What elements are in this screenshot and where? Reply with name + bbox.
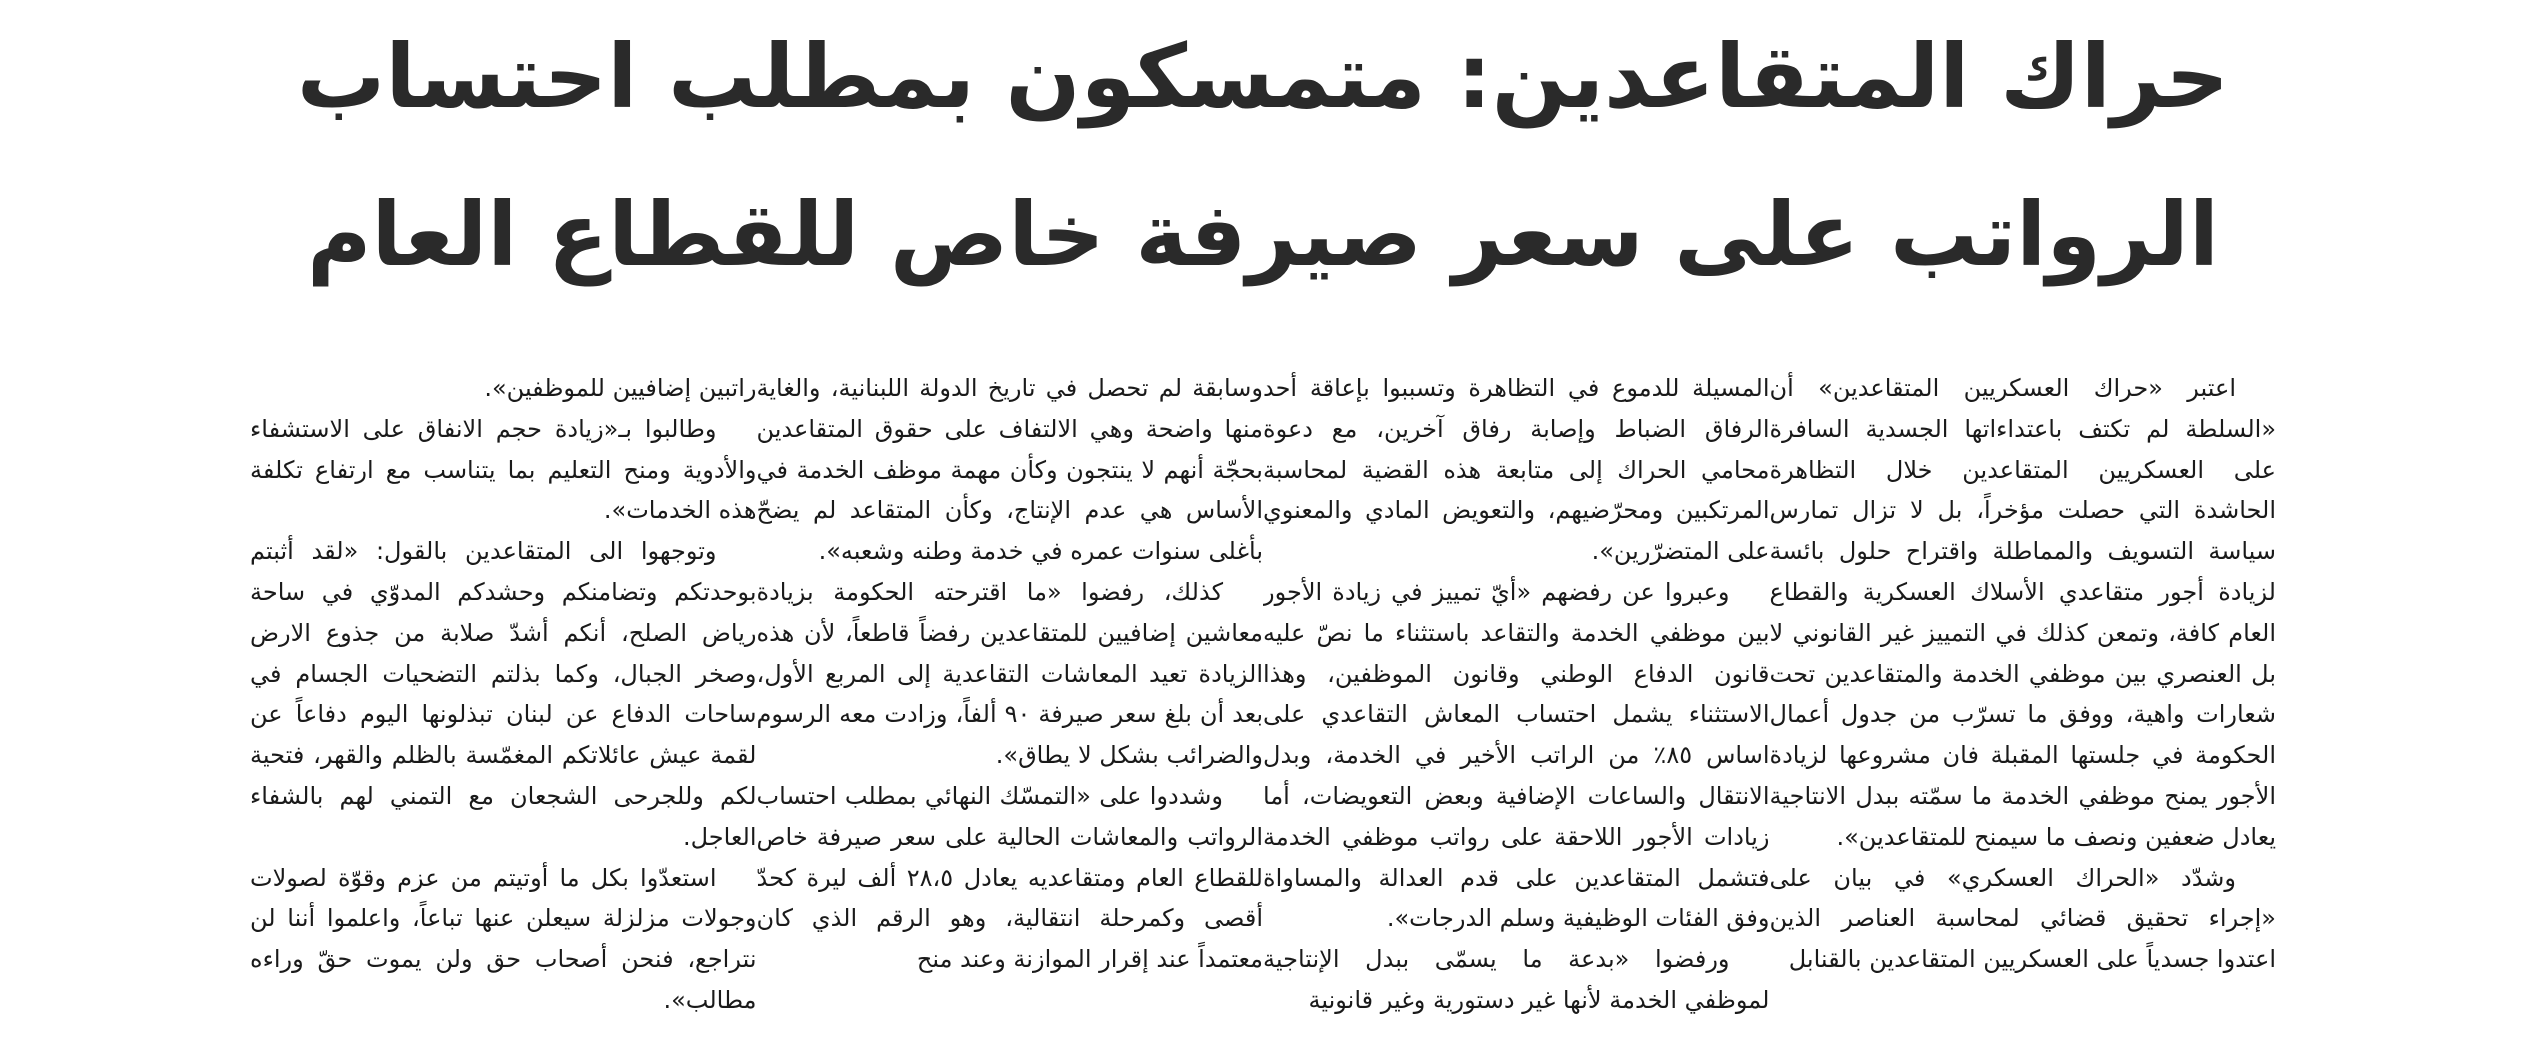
article-paragraph: وشددوا على «التمسّك النهائي بمطلب احتساب الرواتب والمعاشات الحالية على سعر صيرفة خاص للقطاع العام ومتقاعديه يعادل ٢٨،٥ ألف ليرة كحدّ أقصى وكمرحلة انتقالية، وهو الرقم الذي كان معتمداً عند إقرار الموازنة وعند منح [756, 781, 1263, 974]
article-paragraph: وتوجهوا الى المتقاعدين بالقول: «لقد أثبتم بوحدتكم وتضامنكم وحشدكم المدوّي في ساحة رياض الصلح، أنكم أشدّ صلابة من جذوع الارض وصخر الجبال، وكما بذلتم التضحيات الجسام في ساحات الدفاع عن لبنان تبذلونها اليوم دفاعاً عن لقمة عيش عائلاتكم المغمّسة بالظلم والقهر، فتحية لكم وللجرحى الشجعان مع التمني لهم بالشفاء العاجل. [250, 537, 757, 851]
article-column-3 [757, 368, 1264, 1058]
article-paragraph: اعتبر «حراك العسكريين المتقاعدين» أن «السلطة لم تكتف باعتداءاتها الجسدية السافرة على العسكريين المتقاعدين خلال التظاهرة الحاشدة التي حصلت مؤخراً، بل لا تزال تمارس سياسة التسويف والمماطلة واقتراح حلول بائسة لزيادة أجور متقاعدي الأسلاك العسكرية والقطاع العام كافة، وتمعن كذلك في التمييز غير القانوني لا بل العنصري بين موظفي الخدمة والمتقاعدين تحت شعارات واهية، ووفق ما تسرّب من جدول أعمال الحكومة في جلستها المقبلة فان مشروعها لزيادة الأجور يمنح موظفي الخدمة ما سمّته ببدل الانتاجية يعادل ضعفين ونصف ما سيمنح للمتقاعدين». [1769, 374, 2276, 851]
article-column-1 [1770, 368, 2277, 1058]
article-paragraph: المسيلة للدموع في التظاهرة وتسببوا بإعاقة أحد الرفاق الضباط وإصابة رفاق آخرين، مع دعوة محامي الحراك إلى متابعة هذه القضية لمحاسبة المرتكبين ومحرّضيهم، والتعويض المادي والمعنوي على المتضرّرين». [1263, 374, 1770, 566]
headline-line-1: حراك المتقاعدين: متمسكون بمطلب احتساب [296, 25, 2230, 128]
article-paragraph: وعبروا عن رفضهم «أيّ تمييز في زيادة الأجور بين موظفي الخدمة والتقاعد باستثناء ما نصّ عليه قانون الدفاع الوطني وقانون الموظفين، وهذا الاستثناء يشمل احتساب المعاش التقاعدي على اساس ٨٥٪ من الراتب الأخير في الخدمة، وبدل الانتقال والساعات الإضافية وبعض التعويضات، أما زيادات الأجور اللاحقة على رواتب موظفي الخدمة فتشمل المتقاعدين على قدم العدالة والمساواة وفق الفئات الوظيفية وسلم الدرجات». [1263, 577, 1770, 933]
headline-line-2: الرواتب على سعر صيرفة خاص للقطاع العام [307, 183, 2219, 286]
article-column-4 [250, 368, 757, 1058]
article-column-2 [1263, 368, 1770, 1058]
article-columns [250, 368, 2276, 1058]
article-paragraph: وشدّد «الحراك العسكري» في بيان على «إجراء تحقيق قضائي لمحاسبة العناصر الذين اعتدوا جسدياً على العسكريين المتقاعدين بالقنابل [1769, 863, 2276, 974]
article-paragraph: ورفضوا «بدعة ما يسمّى ببدل الإنتاجية لموظفي الخدمة لأنها غير دستورية وغير قانونية [1263, 945, 1770, 1014]
article-paragraph: راتبين إضافيين للموظفين». [484, 374, 757, 402]
article-paragraph: وسابقة لم تحصل في تاريخ الدولة اللبنانية، والغاية منها واضحة وهي الالتفاف على حقوق المتقاعدين بحجّة أنهم لا ينتجون وكأن مهمة موظف الخدمة في الأساس هي عدم الإنتاج، وكأن المتقاعد لم يضحّ بأغلى سنوات عمره في خدمة وطنه وشعبه». [756, 374, 1263, 566]
article-paragraph: وطالبوا بـ«زيادة حجم الانفاق على الاستشفاء والأدوية ومنح التعليم بما يتناسب مع ارتفاع تكلفة هذه الخدمات». [250, 414, 757, 525]
article-paragraph: استعدّوا بكل ما أوتيتم من عزم وقوّة لصولات وجولات مزلزلة سيعلن عنها تباعاً، واعلموا أننا لن نتراجع، فنحن أصحاب حق ولن يموت حقّ وراءه مطالب». [250, 863, 757, 1014]
article-paragraph: كذلك، رفضوا «ما اقترحته الحكومة بزيادة معاشين إضافيين للمتقاعدين رفضاً قاطعاً، لأن هذه الزيادة تعيد المعاشات التقاعدية إلى المربع الأول، بعد أن بلغ سعر صيرفة ٩٠ ألفاً، وزادت معه الرسوم والضرائب بشكل لا يطاق». [756, 577, 1263, 770]
